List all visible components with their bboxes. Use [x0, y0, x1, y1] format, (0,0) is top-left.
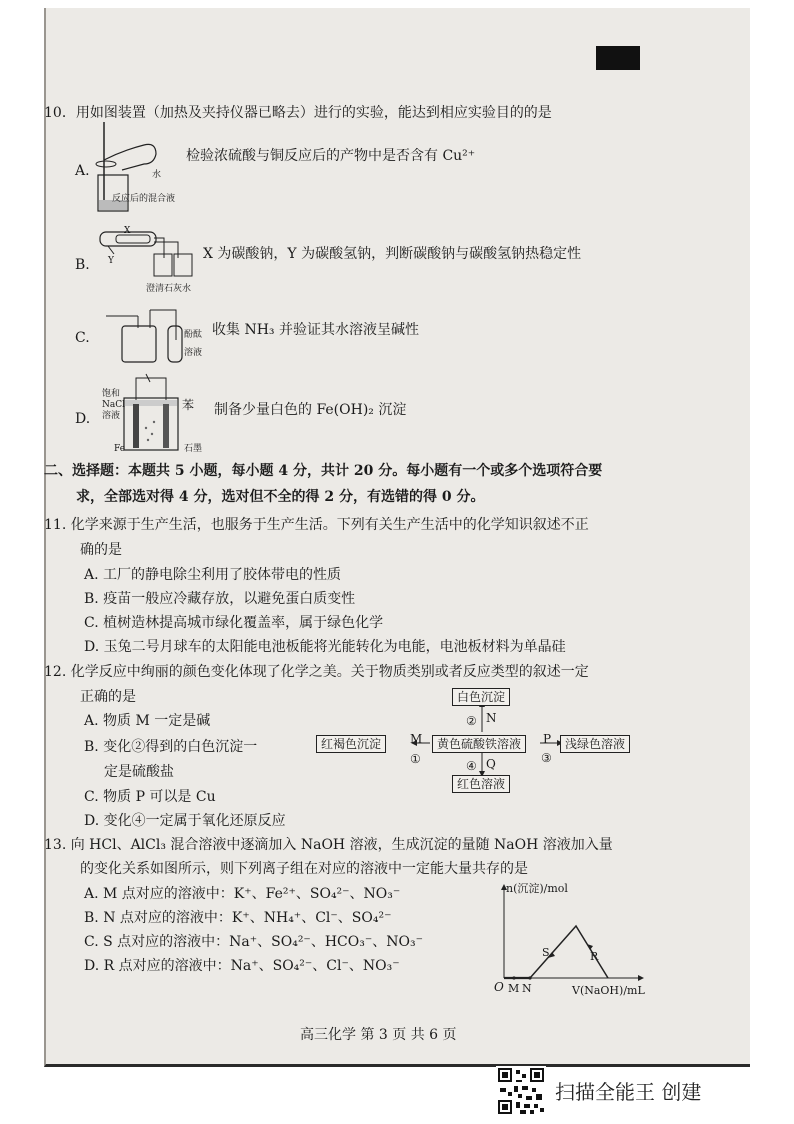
section2-instructions-line2: 求，全部选对得 4 分，选对但不全的得 2 分，有选错的得 0 分。: [76, 489, 485, 505]
q10-b-label-limewater: 澄清石灰水: [146, 284, 192, 294]
q10-a-label-mixture: 反应后的混合液: [112, 194, 176, 204]
page-footer: 高三化学 第 3 页 共 6 页: [300, 1027, 457, 1043]
q11-option-c: C. 植树造林提高城市绿化覆盖率，属于绿色化学: [84, 615, 384, 631]
q13-option-b: B. N 点对应的溶液中：K⁺、NH₄⁺、Cl⁻、SO₄²⁻: [84, 910, 392, 926]
q10-option-d-letter: D.: [75, 411, 91, 427]
q13-option-a: A. M 点对应的溶液中：K⁺、Fe²⁺、SO₄²⁻、NO₃⁻: [84, 886, 401, 902]
q10-c-label-phenolphthalein: 酚酞: [184, 330, 203, 340]
q10-c-label-solution: 溶液: [184, 348, 203, 358]
q10-d-label-nacl: NaCl: [102, 400, 126, 410]
q13-graph-label-s: S: [542, 946, 550, 959]
q13-graph-origin: O: [494, 980, 504, 994]
qr-code-icon: [496, 1066, 546, 1116]
q10-d-label-solution: 溶液: [102, 411, 121, 421]
q11-option-b: B. 疫苗一般应冷藏存放，以避免蛋白质变性: [84, 591, 356, 607]
q13-stem-line2: 的变化关系如图所示，则下列离子组在对应的溶液中一定能大量共存的是: [80, 861, 528, 877]
q10-apparatus-b: [94, 220, 204, 282]
q10-d-label-fe: Fe: [114, 444, 126, 454]
q10-option-b-text: X 为碳酸钠，Y 为碳酸氢钠，判断碳酸钠与碳酸氢钠热稳定性: [203, 246, 582, 262]
q10-apparatus-d: [120, 368, 182, 458]
q13-graph-ylabel: n(沉淀)/mol: [506, 882, 568, 895]
q12-box-reddish-brown-precipitate: 红褐色沉淀: [316, 735, 386, 753]
q10-option-a-text: 检验浓硫酸与铜反应后的产物中是否含有 Cu²⁺: [186, 148, 476, 164]
q12-step-3: ③: [541, 751, 552, 765]
q10-stem: 10．用如图装置（加热及夹持仪器已略去）进行的实验，能达到相应实验目的的是: [44, 105, 552, 121]
q12-step-4: ④: [466, 759, 477, 773]
q10-b-label-y: Y: [108, 256, 114, 266]
q12-arrow-label-m: M: [410, 732, 423, 746]
q13-stem-line1: 13. 向 HCl、AlCl₃ 混合溶液中逐滴加入 NaOH 溶液，生成沉淀的量随 NaOH 溶液加入量: [44, 837, 613, 853]
q10-apparatus-c: [104, 300, 184, 366]
q12-box-yellow-ferric-sulfate: 黄色硫酸铁溶液: [432, 735, 526, 753]
q13-option-d: D. R 点对应的溶液中：Na⁺、SO₄²⁻、Cl⁻、NO₃⁻: [84, 958, 400, 974]
section2-instructions-line1: 二、选择题：本题共 5 小题，每小题 4 分，共计 20 分。每小题有一个或多个选项符合要: [44, 463, 603, 479]
q10-d-label-graphite: 石墨: [184, 444, 203, 454]
q12-option-b-line1: B. 变化②得到的白色沉淀一: [84, 739, 258, 755]
q12-arrow-label-q: Q: [486, 757, 496, 771]
q12-stem-line1: 12. 化学反应中绚丽的颜色变化体现了化学之美。关于物质类别或者反应类型的叙述一定: [44, 664, 589, 680]
q12-box-red-solution: 红色溶液: [452, 775, 510, 793]
q12-arrow-label-n: N: [486, 711, 497, 725]
q13-graph-label-n: N: [522, 982, 532, 995]
q11-option-a: A. 工厂的静电除尘利用了胶体带电的性质: [84, 567, 342, 583]
q13-graph-xlabel: V(NaOH)/mL: [572, 984, 645, 997]
q11-stem-line2: 确的是: [80, 542, 122, 558]
q10-d-label-saturated: 饱和: [102, 389, 121, 399]
q11-option-d: D. 玉兔二号月球车的太阳能电池板能将光能转化为电能，电池板材料为单晶硅: [84, 639, 566, 655]
q10-option-a-letter: A.: [75, 163, 90, 179]
q10-b-label-x: X: [124, 226, 131, 236]
scanner-watermark: 扫描全能王 创建: [555, 1080, 702, 1104]
q12-option-d: D. 变化④一定属于氧化还原反应: [84, 813, 286, 829]
q12-step-2: ②: [466, 714, 477, 728]
q10-d-label-benzene: 苯: [182, 398, 195, 412]
q12-option-a: A. 物质 M 一定是碱: [84, 713, 211, 729]
q13-option-c: C. S 点对应的溶液中：Na⁺、SO₄²⁻、HCO₃⁻、NO₃⁻: [84, 934, 423, 950]
q10-option-b-letter: B.: [75, 257, 90, 273]
q12-box-pale-green-solution: 浅绿色溶液: [560, 735, 630, 753]
q12-option-b-line2: 定是硫酸盐: [104, 764, 174, 780]
q12-step-1: ①: [410, 752, 421, 766]
q10-option-c-letter: C.: [75, 330, 90, 346]
redaction-block: [596, 46, 640, 70]
q10-option-c-text: 收集 NH₃ 并验证其水溶液呈碱性: [212, 322, 419, 338]
q13-graph-label-r: R: [590, 950, 599, 963]
q12-stem-line2: 正确的是: [80, 689, 136, 705]
q11-stem-line1: 11. 化学来源于生产生活，也服务于生产生活。下列有关生产生活中的化学知识叙述不正: [44, 517, 589, 533]
q13-graph-label-m: M: [508, 982, 520, 995]
q12-option-c: C. 物质 P 可以是 Cu: [84, 789, 216, 805]
q10-a-label-water: 水: [152, 170, 162, 180]
q10-option-d-text: 制备少量白色的 Fe(OH)₂ 沉淀: [214, 402, 407, 418]
q12-box-white-precipitate: 白色沉淀: [452, 688, 510, 706]
q12-arrow-label-p: P: [543, 732, 552, 746]
